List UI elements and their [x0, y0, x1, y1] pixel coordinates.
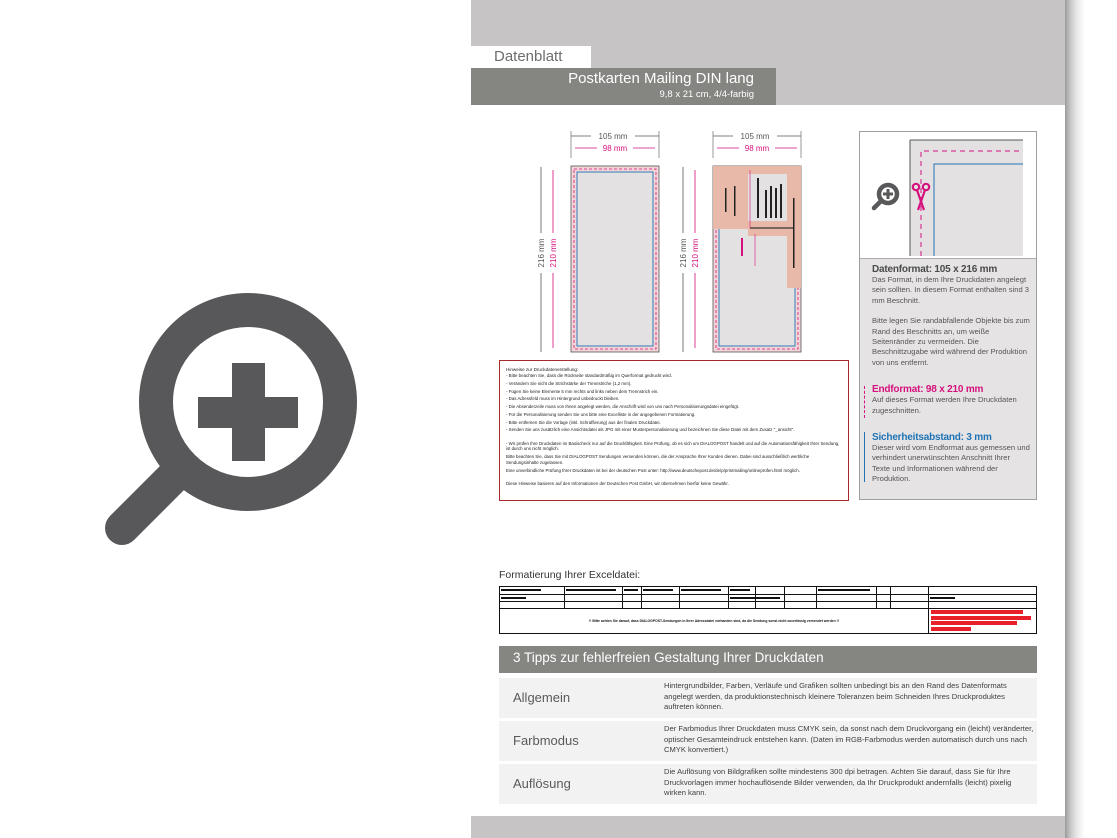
product-subtitle: 9,8 x 21 cm, 4/4-farbig: [659, 89, 754, 100]
svg-text:216 mm: 216 mm: [679, 238, 688, 268]
datenformat-body: Das Format, in dem Ihre Druckdaten angelegt sein sollten. In diesem Format enthalten sind 3 mm Beschnitt.: [872, 275, 1030, 305]
datasheet-tab: Datenblatt: [471, 46, 591, 68]
svg-text:210 mm: 210 mm: [691, 238, 700, 268]
notes-line: Bitte beachten Sie, dass Sie mit DIALOGPOST Sendungen versenden können, die der Ansprache Ihrer Kunden dienen. Dabei sind ausschließlich werbliche Sendungsinhalte zugelassen.: [506, 454, 810, 465]
safety-margin-marker: [864, 432, 865, 482]
excel-warning-cell: [928, 609, 1036, 633]
tip-label: Farbmodus: [513, 733, 579, 748]
excel-note: !! Bitte achten Sie darauf, dass DIALOGPOST-Sendungen in Ihrer Adressdatei vorhanden sind, da die Sendung sonst nicht zuverlässig versendet werden !!: [589, 619, 839, 623]
notes-title: Hinweise zur Druckdatenerstellung:: [506, 367, 579, 372]
notes-line: - Wir prüfen Ihre Druckdaten im Basischeck nur auf die Druckfähigkeit. Eine Prüfung, ob es sich um DIALOGPOST handelt und auf die Automationsfähigkeit Ihrer Sendung, ist durch uns nicht möglich.: [506, 440, 840, 452]
excel-format-table: [499, 586, 1037, 634]
tip-allgemein: [499, 678, 1037, 718]
notes-line: - Das Adressfeld muss im Hintergrund unbedruckt bleiben.: [506, 396, 620, 402]
tips-heading: 3 Tipps zur fehlerfreien Gestaltung Ihrer Druckdaten: [499, 646, 1037, 673]
svg-text:105 mm: 105 mm: [740, 132, 770, 141]
zoom-in-icon[interactable]: [100, 270, 360, 550]
notes-line: - Für die Personalisierung senden Sie uns bitte eine Excelliste in der angegebenen Formatierung.: [506, 411, 696, 417]
tip-label: Allgemein: [513, 690, 571, 705]
tip-text: Die Auflösung von Bildgrafiken sollte mindestens 300 dpi betragen. Achten Sie darauf, dass Sie für Ihre Druckvorlagen immer hochauflösende Bilder verwenden, da Ihr Druckprodukt andernfalls (leicht) pixelig wirken kann.: [664, 767, 1012, 797]
notes-line: Eine unverbindliche Prüfung Ihrer Druckdaten ist bei der deutschen Post unter: http://www.deutschepost.de/de/p/printmailing/onlineprüfen.html möglich.: [506, 467, 800, 473]
front-side-diagram: [511, 128, 671, 353]
svg-text:216 mm: 216 mm: [537, 238, 546, 268]
bottom-band: [471, 816, 1065, 838]
endformat-dashed-marker: [864, 386, 865, 418]
svg-text:98 mm: 98 mm: [744, 144, 770, 153]
tip-farbmodus: [499, 721, 1037, 761]
notes-line: Diese Hinweise basieren auf den Informationen der Deutschen Post GmbH, wir übernehmen hierfür keine Gewähr.: [506, 480, 729, 486]
safety-margin-heading: Sicherheitsabstand: 3 mm: [872, 432, 992, 444]
tip-text: Der Farbmodus Ihrer Druckdaten muss CMYK sein, da sonst nach dem Druckvorgang ein (leicht) veränderter, optischer Gesamteindruck entstehen kann. (Daten im RGB-Farbmodus werden automatisch durch uns nach CMYK konvertiert.): [664, 724, 1034, 754]
back-side-diagram: [653, 128, 813, 353]
notes-line: - Fügen Sie keine Elemente 5 mm rechts und links neben dem Trennstrich ein.: [506, 388, 659, 394]
notes-line: - Verändern Sie nicht die Strichstärke der Trennstriche (1,2 mm).: [506, 380, 632, 386]
table-row: [500, 602, 1036, 609]
format-info-panel: [859, 131, 1037, 500]
format-detail-thumbnail: [860, 132, 1036, 259]
notes-line: - Bitte beachten Sie, dass die Rückseite standardmäßig im Querformat gedruckt wird.: [506, 373, 672, 378]
tip-aufloesung: [499, 764, 1037, 804]
zoom-in-icon: [874, 185, 897, 208]
notes-line: - Die Absenderzeile muss von Ihnen angelegt werden, die Anschrift wird von uns nach Personalisierungsdatei eingefügt.: [506, 404, 740, 410]
product-title-bar: [471, 68, 776, 105]
safety-margin-body: Dieser wird vom Endformat aus gemessen und verhindert unerwünschten Anschnitt Ihrer Texte und Informationen während der Produktion.: [872, 443, 1030, 484]
front-width-outer: 105 mm: [598, 132, 628, 141]
endformat-body: Auf dieses Format werden Ihre Druckdaten zugeschnitten.: [872, 395, 1017, 415]
tip-text: Hintergrundbilder, Farben, Verläufe und Grafiken sollten unbedingt bis an den Rand des Datenformats angelegt werden, da produktionstechnisch kleinere Toleranzen beim Schneiden Ihres Druckproduktes auftreten können.: [664, 681, 1007, 711]
print-notes-box: [499, 360, 849, 501]
format-info-text: [860, 259, 1036, 499]
product-title: Postkarten Mailing DIN lang: [568, 70, 754, 87]
excel-format-title: Formatierung Ihrer Exceldatei:: [499, 569, 641, 581]
page-shadow: [1065, 0, 1085, 838]
datenformat-heading: Datenformat: 105 x 216 mm: [872, 264, 998, 275]
datasheet-page: [471, 0, 1065, 838]
tip-label: Auflösung: [513, 776, 571, 791]
notes-line: - Senden Sie uns zusätzlich eine Ansichtsdatei als JPG mit einer Musterpersonalisierung und bezeichnen Sie diese Datei mit dem Zusatz "_ansicht".: [506, 427, 795, 433]
notes-line: - Bitte entfernen Sie die Vorlage (inkl. Schraffierung) aus der finalen Druckdatei.: [506, 419, 661, 425]
datenformat-note: Bitte legen Sie randabfallende Objekte bis zum Rand des Beschnitts an, um weiße Seitenränder zu vermeiden. Die Beschnittzugabe wird während der Produktion von uns entfernt.: [872, 316, 1030, 367]
svg-text:98 mm: 98 mm: [602, 144, 628, 153]
endformat-heading: Endformat: 98 x 210 mm: [872, 384, 984, 396]
svg-text:210 mm: 210 mm: [549, 238, 558, 268]
